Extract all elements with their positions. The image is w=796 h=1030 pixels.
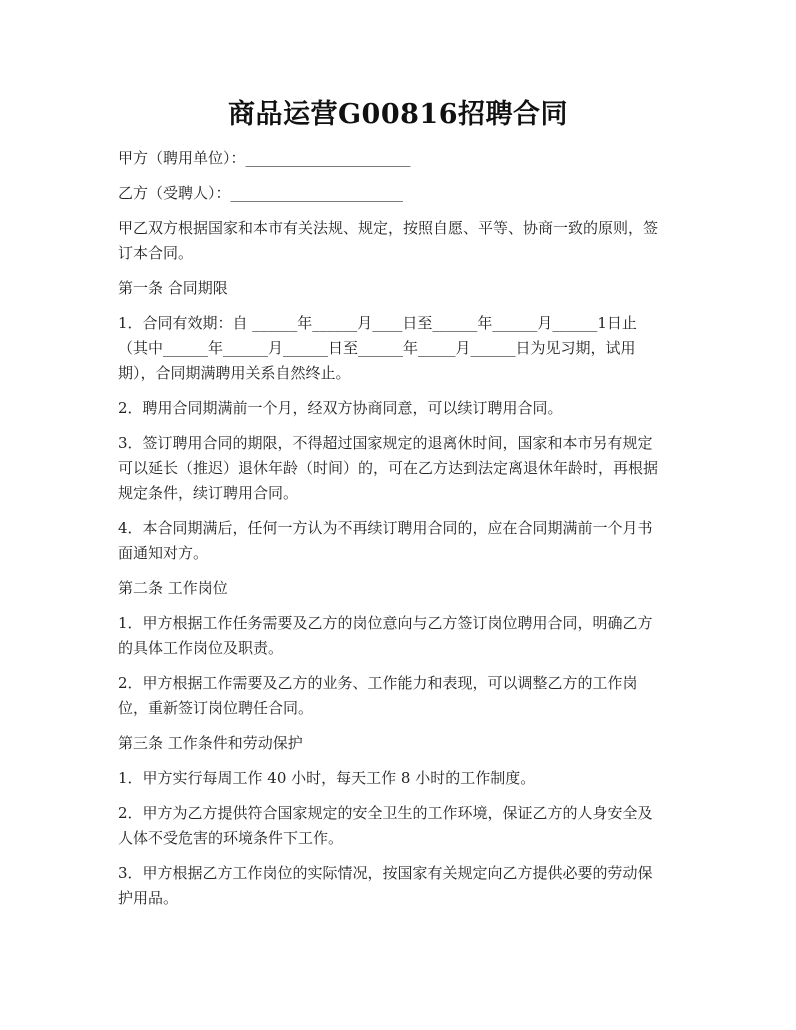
clause-line: （其中______年______月______日至______年_____月______日为见习期，试用 xyxy=(118,339,636,357)
document-body xyxy=(118,146,686,921)
article-2-item-2 xyxy=(118,671,686,721)
clause-line: 面通知对方。 xyxy=(118,544,209,562)
clause-line: 2．甲方根据工作需要及乙方的业务、工作能力和表现，可以调整乙方的工作岗 xyxy=(118,674,638,692)
party-b-line xyxy=(118,181,686,206)
clause-line: 人体不受危害的环境条件下工作。 xyxy=(118,829,344,847)
clause-line: 期），合同期满聘用关系自然终止。 xyxy=(118,364,351,382)
party-b-blank: _______________________ xyxy=(230,184,404,202)
party-a-label: 甲方（聘用单位）： xyxy=(118,149,246,167)
party-b-label: 乙方（受聘人）： xyxy=(118,184,231,202)
clause-line: 位，重新签订岗位聘任合同。 xyxy=(118,699,314,717)
article-1-item-1 xyxy=(118,311,686,386)
article-3-item-2 xyxy=(118,801,686,851)
party-a-blank: ______________________ xyxy=(245,149,411,167)
clause-line: 3．甲方根据乙方工作岗位的实际情况，按国家有关规定向乙方提供必要的劳动保 xyxy=(118,864,653,882)
article-1-item-4 xyxy=(118,516,686,566)
article-3-item-3 xyxy=(118,861,686,911)
intro-line: 甲乙双方根据国家和本市有关法规、规定，按照自愿、平等、协商一致的原则，签 xyxy=(118,219,659,237)
party-a-line xyxy=(118,146,686,171)
clause-line: 4．本合同期满后，任何一方认为不再续订聘用合同的，应在合同期满前一个月书 xyxy=(118,519,653,537)
clause-line: 1．甲方实行每周工作 40 小时，每天工作 8 小时的工作制度。 xyxy=(118,769,536,787)
article-2-item-1 xyxy=(118,611,686,661)
clause-line: 3．签订聘用合同的期限，不得超过国家规定的退离休时间，国家和本市另有规定 xyxy=(118,434,653,452)
clause-line: 可以延长（推迟）退休年龄（时间）的，可在乙方达到法定离退休年龄时，再根据 xyxy=(118,459,659,477)
document-title: 商品运营G00816招聘合同 xyxy=(228,99,568,130)
clause-line: 的具体工作岗位及职责。 xyxy=(118,639,284,657)
clause-line: 2．聘用合同期满前一个月，经双方协商同意，可以续订聘用合同。 xyxy=(118,399,563,417)
intro-line: 订本合同。 xyxy=(118,244,194,262)
article-3-heading: 第三条 工作条件和劳动保护 xyxy=(118,734,303,752)
article-1-heading: 第一条 合同期限 xyxy=(118,279,228,297)
clause-line: 2．甲方为乙方提供符合国家规定的安全卫生的工作环境，保证乙方的人身安全及 xyxy=(118,804,653,822)
clause-line: 护用品。 xyxy=(118,889,179,907)
article-1-item-3 xyxy=(118,431,686,506)
clause-line: 规定条件，续订聘用合同。 xyxy=(118,484,299,502)
intro-paragraph xyxy=(118,216,686,266)
clause-line: 1．甲方根据工作任务需要及乙方的岗位意向与乙方签订岗位聘用合同，明确乙方 xyxy=(118,614,653,632)
article-1-item-2 xyxy=(118,396,686,421)
article-2-heading: 第二条 工作岗位 xyxy=(118,579,228,597)
article-3-item-1 xyxy=(118,766,686,791)
clause-line: 1．合同有效期：自 ______年______月____日至______年______月______1日止 xyxy=(118,314,637,332)
